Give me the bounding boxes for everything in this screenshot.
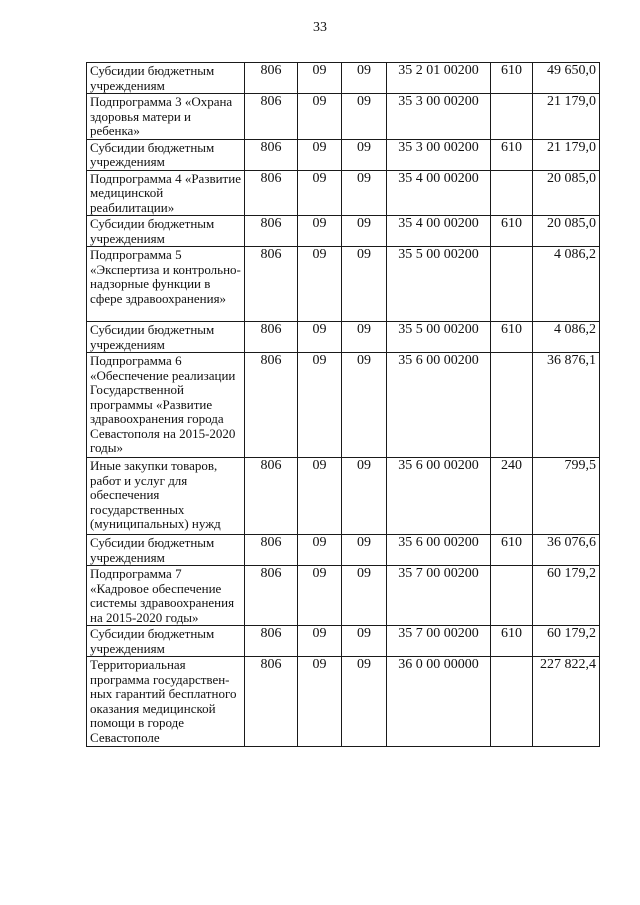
row-target-article: 35 2 01 00200 [387,63,491,94]
row-name: Субсидии бюджетным учреждениям [87,322,245,353]
row-section: 09 [298,458,342,535]
table-row [87,170,600,216]
row-name: Субсидии бюджетным учреждениям [87,216,245,247]
table-row [87,458,600,535]
row-grbs: 806 [245,216,298,247]
row-name: Подпрограмма 4 «Развитие медицинской реабилитации» [87,170,245,216]
row-subsection: 09 [342,322,387,353]
table-row [87,566,600,626]
row-sum: 4 086,2 [533,322,600,353]
row-target-article: 35 6 00 00200 [387,458,491,535]
row-name: Подпрограмма 7 «Кадровое обеспечение системы здравоохранения на 2015-2020 годы» [87,566,245,626]
row-expense-type: 610 [491,216,533,247]
row-sum: 21 179,0 [533,139,600,170]
row-target-article: 35 4 00 00200 [387,170,491,216]
row-expense-type [491,247,533,322]
row-expense-type: 610 [491,63,533,94]
row-sum: 227 822,4 [533,657,600,747]
row-target-article: 35 7 00 00200 [387,566,491,626]
row-grbs: 806 [245,139,298,170]
row-section: 09 [298,566,342,626]
row-expense-type: 610 [491,322,533,353]
row-subsection: 09 [342,139,387,170]
row-target-article: 35 6 00 00200 [387,535,491,566]
row-grbs: 806 [245,458,298,535]
table-row [87,139,600,170]
row-name: Подпрограмма 5 «Экспертиза и контрольно-надзорные функции в сфере здравоохранения» [87,247,245,322]
row-subsection: 09 [342,657,387,747]
row-target-article: 35 3 00 00200 [387,139,491,170]
row-section: 09 [298,63,342,94]
row-expense-type: 610 [491,139,533,170]
row-name: Субсидии бюджетным учреждениям [87,139,245,170]
row-expense-type [491,94,533,140]
row-section: 09 [298,535,342,566]
row-section: 09 [298,94,342,140]
budget-table [86,62,600,747]
row-subsection: 09 [342,63,387,94]
table-row [87,535,600,566]
row-sum: 60 179,2 [533,626,600,657]
row-target-article: 35 5 00 00200 [387,247,491,322]
table-row [87,626,600,657]
row-expense-type: 610 [491,626,533,657]
row-section: 09 [298,657,342,747]
row-sum: 36 076,6 [533,535,600,566]
row-section: 09 [298,626,342,657]
row-subsection: 09 [342,566,387,626]
table-row [87,247,600,322]
row-name: Иные закупки товаров, работ и услуг для обеспечения государственных (муниципальных) нужд [87,458,245,535]
table-row [87,63,600,94]
row-sum: 49 650,0 [533,63,600,94]
table-row [87,322,600,353]
row-name: Подпрограмма 6 «Обеспечение реализации Государственной программы «Развитие здравоохранения города Севастополя на 2015-2020 годы» [87,353,245,458]
row-grbs: 806 [245,63,298,94]
row-expense-type [491,170,533,216]
row-target-article: 35 7 00 00200 [387,626,491,657]
row-grbs: 806 [245,94,298,140]
row-expense-type: 610 [491,535,533,566]
row-subsection: 09 [342,247,387,322]
row-name: Субсидии бюджетным учреждениям [87,535,245,566]
row-target-article: 35 4 00 00200 [387,216,491,247]
table-row [87,353,600,458]
row-subsection: 09 [342,216,387,247]
row-grbs: 806 [245,353,298,458]
row-sum: 20 085,0 [533,170,600,216]
row-sum: 4 086,2 [533,247,600,322]
row-section: 09 [298,322,342,353]
row-name: Субсидии бюджетным учреждениям [87,626,245,657]
row-subsection: 09 [342,535,387,566]
page-number: 33 [313,20,327,35]
row-expense-type [491,353,533,458]
row-expense-type [491,566,533,626]
row-subsection: 09 [342,626,387,657]
row-sum: 21 179,0 [533,94,600,140]
row-name: Территориальная программа государствен-ных гарантий бесплатного оказания медицинской помощи в городе Севастополе [87,657,245,747]
row-target-article: 35 3 00 00200 [387,94,491,140]
row-subsection: 09 [342,94,387,140]
row-name: Подпрограмма 3 «Охрана здоровья матери и ребенка» [87,94,245,140]
row-sum: 20 085,0 [533,216,600,247]
row-section: 09 [298,247,342,322]
row-section: 09 [298,216,342,247]
row-grbs: 806 [245,566,298,626]
row-name: Субсидии бюджетным учреждениям [87,63,245,94]
row-sum: 36 876,1 [533,353,600,458]
row-sum: 60 179,2 [533,566,600,626]
row-section: 09 [298,353,342,458]
row-target-article: 36 0 00 00000 [387,657,491,747]
table-row [87,657,600,747]
row-grbs: 806 [245,247,298,322]
row-grbs: 806 [245,626,298,657]
row-target-article: 35 5 00 00200 [387,322,491,353]
row-section: 09 [298,139,342,170]
row-grbs: 806 [245,535,298,566]
row-subsection: 09 [342,458,387,535]
row-subsection: 09 [342,353,387,458]
row-expense-type [491,657,533,747]
row-subsection: 09 [342,170,387,216]
row-sum: 799,5 [533,458,600,535]
row-grbs: 806 [245,322,298,353]
row-grbs: 806 [245,657,298,747]
row-section: 09 [298,170,342,216]
table-row [87,216,600,247]
row-grbs: 806 [245,170,298,216]
row-target-article: 35 6 00 00200 [387,353,491,458]
table-row [87,94,600,140]
row-expense-type: 240 [491,458,533,535]
